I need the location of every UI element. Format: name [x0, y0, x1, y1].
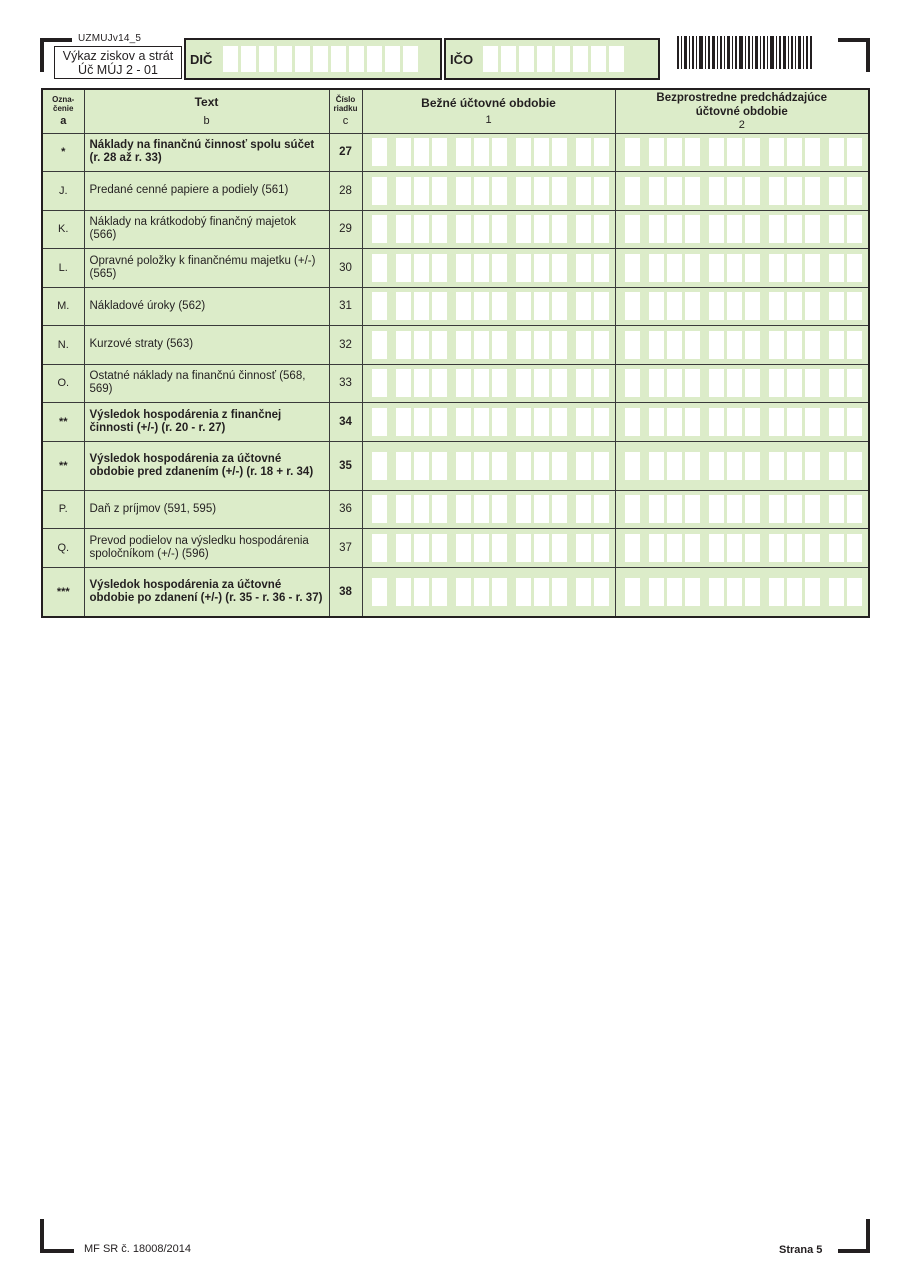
row-mark: K. — [42, 210, 84, 248]
current-period-input[interactable] — [369, 408, 609, 436]
row-mark: J. — [42, 171, 84, 210]
row-mark: ** — [42, 441, 84, 490]
row-text: Výsledok hospodárenia za účtovné obdobie po zdanení (+/-) (r. 35 - r. 36 - r. 37) — [84, 567, 329, 617]
col-a-header — [42, 89, 84, 133]
col-1-number: 1 — [485, 114, 492, 127]
form-title-line1: Výkaz ziskov a strát — [62, 49, 174, 63]
row-line-number: 37 — [329, 528, 362, 567]
previous-period-input[interactable] — [622, 215, 863, 243]
current-period-cell — [362, 402, 615, 441]
current-period-cell — [362, 441, 615, 490]
table-row — [42, 210, 869, 248]
previous-period-input[interactable] — [622, 408, 863, 436]
previous-period-input[interactable] — [622, 177, 863, 205]
col-c-header — [329, 89, 362, 133]
row-line-number: 31 — [329, 287, 362, 325]
previous-period-cell — [615, 287, 869, 325]
table-row — [42, 325, 869, 364]
row-line-number: 36 — [329, 490, 362, 528]
previous-period-cell — [615, 528, 869, 567]
previous-period-input[interactable] — [622, 331, 863, 359]
table-row — [42, 402, 869, 441]
table-row — [42, 287, 869, 325]
previous-period-cell — [615, 325, 869, 364]
row-text: Ostatné náklady na finančnú činnosť (568, 569) — [84, 364, 329, 402]
current-period-cell — [362, 133, 615, 171]
previous-period-input[interactable] — [622, 369, 863, 397]
row-mark: ** — [42, 402, 84, 441]
corner-mark-bottom-right — [838, 1219, 870, 1253]
dic-field-box — [184, 38, 442, 80]
row-text: Daň z príjmov (591, 595) — [84, 490, 329, 528]
col-2-header — [615, 89, 869, 133]
barcode-image — [677, 36, 813, 69]
previous-period-cell — [615, 441, 869, 490]
form-reference: MF SR č. 18008/2014 — [84, 1243, 192, 1255]
row-line-number: 27 — [329, 133, 362, 171]
row-text: Nákladové úroky (562) — [84, 287, 329, 325]
col-c-title: Číslo riadku — [333, 95, 358, 114]
current-period-cell — [362, 171, 615, 210]
table-row — [42, 171, 869, 210]
dic-label: DIČ — [190, 51, 213, 67]
current-period-input[interactable] — [369, 215, 609, 243]
current-period-input[interactable] — [369, 177, 609, 205]
table-row — [42, 528, 869, 567]
col-b-title: Text — [194, 95, 219, 110]
form-title — [54, 46, 182, 79]
dic-input[interactable] — [220, 46, 418, 72]
form-code: UZMUJv14_5 — [78, 33, 142, 44]
row-text: Kurzové straty (563) — [84, 325, 329, 364]
previous-period-input[interactable] — [622, 578, 863, 606]
row-mark: *** — [42, 567, 84, 617]
row-text: Náklady na krátkodobý finančný majetok (566) — [84, 210, 329, 248]
previous-period-input[interactable] — [622, 534, 863, 562]
current-period-input[interactable] — [369, 331, 609, 359]
row-line-number: 30 — [329, 248, 362, 287]
previous-period-cell — [615, 171, 869, 210]
current-period-cell — [362, 528, 615, 567]
current-period-input[interactable] — [369, 138, 609, 166]
table-header-row — [42, 89, 869, 133]
col-a-title: Ozna-čenie — [52, 95, 75, 114]
corner-mark-bottom-left — [40, 1219, 74, 1253]
col-2-title: Bezprostredne predchádzajúce účtovné obdobie — [656, 92, 828, 119]
form-title-line2: Úč MÚJ 2 - 01 — [78, 63, 158, 77]
table-row — [42, 490, 869, 528]
table-row — [42, 441, 869, 490]
current-period-input[interactable] — [369, 495, 609, 523]
previous-period-cell — [615, 364, 869, 402]
row-line-number: 29 — [329, 210, 362, 248]
row-text: Predané cenné papiere a podiely (561) — [84, 171, 329, 210]
previous-period-cell — [615, 210, 869, 248]
page-number: Strana 5 — [779, 1244, 823, 1256]
row-text: Výsledok hospodárenia za účtovné obdobie pred zdanením (+/-) (r. 18 + r. 34) — [84, 441, 329, 490]
table-row — [42, 567, 869, 617]
previous-period-input[interactable] — [622, 452, 863, 480]
current-period-cell — [362, 490, 615, 528]
col-a-letter: a — [60, 115, 67, 128]
table-row — [42, 364, 869, 402]
row-mark: L. — [42, 248, 84, 287]
current-period-input[interactable] — [369, 534, 609, 562]
current-period-cell — [362, 210, 615, 248]
current-period-input[interactable] — [369, 254, 609, 282]
previous-period-cell — [615, 248, 869, 287]
row-line-number: 34 — [329, 402, 362, 441]
previous-period-input[interactable] — [622, 495, 863, 523]
ico-input[interactable] — [480, 46, 624, 72]
row-text: Opravné položky k finančnému majetku (+/-) (565) — [84, 248, 329, 287]
row-line-number: 32 — [329, 325, 362, 364]
table-row — [42, 248, 869, 287]
previous-period-cell — [615, 402, 869, 441]
current-period-cell — [362, 287, 615, 325]
row-mark: O. — [42, 364, 84, 402]
previous-period-cell — [615, 567, 869, 617]
corner-mark-top-right — [838, 38, 870, 72]
col-2-number: 2 — [738, 119, 745, 132]
row-mark: M. — [42, 287, 84, 325]
current-period-input[interactable] — [369, 578, 609, 606]
current-period-cell — [362, 364, 615, 402]
row-line-number: 28 — [329, 171, 362, 210]
ico-field-box — [444, 38, 660, 80]
row-mark: Q. — [42, 528, 84, 567]
row-mark: * — [42, 133, 84, 171]
current-period-input[interactable] — [369, 452, 609, 480]
profit-loss-table — [41, 88, 870, 618]
ico-label: IČO — [450, 51, 474, 67]
current-period-input[interactable] — [369, 369, 609, 397]
row-text: Výsledok hospodárenia z finančnej činnosti (+/-) (r. 20 - r. 27) — [84, 402, 329, 441]
row-line-number: 35 — [329, 441, 362, 490]
row-line-number: 33 — [329, 364, 362, 402]
row-line-number: 38 — [329, 567, 362, 617]
previous-period-cell — [615, 133, 869, 171]
row-text: Prevod podielov na výsledku hospodárenia spoločníkom (+/-) (596) — [84, 528, 329, 567]
current-period-input[interactable] — [369, 292, 609, 320]
table-row — [42, 133, 869, 171]
previous-period-input[interactable] — [622, 292, 863, 320]
previous-period-cell — [615, 490, 869, 528]
col-1-title: Bežné účtovné obdobie — [421, 96, 556, 111]
row-text: Náklady na finančnú činnosť spolu súčet (r. 28 až r. 33) — [84, 133, 329, 171]
col-1-header — [362, 89, 615, 133]
previous-period-input[interactable] — [622, 254, 863, 282]
col-b-header — [84, 89, 329, 133]
current-period-cell — [362, 325, 615, 364]
previous-period-input[interactable] — [622, 138, 863, 166]
current-period-cell — [362, 567, 615, 617]
current-period-cell — [362, 248, 615, 287]
col-b-letter: b — [203, 115, 210, 128]
row-mark: N. — [42, 325, 84, 364]
col-c-letter: c — [342, 115, 349, 128]
row-mark: P. — [42, 490, 84, 528]
